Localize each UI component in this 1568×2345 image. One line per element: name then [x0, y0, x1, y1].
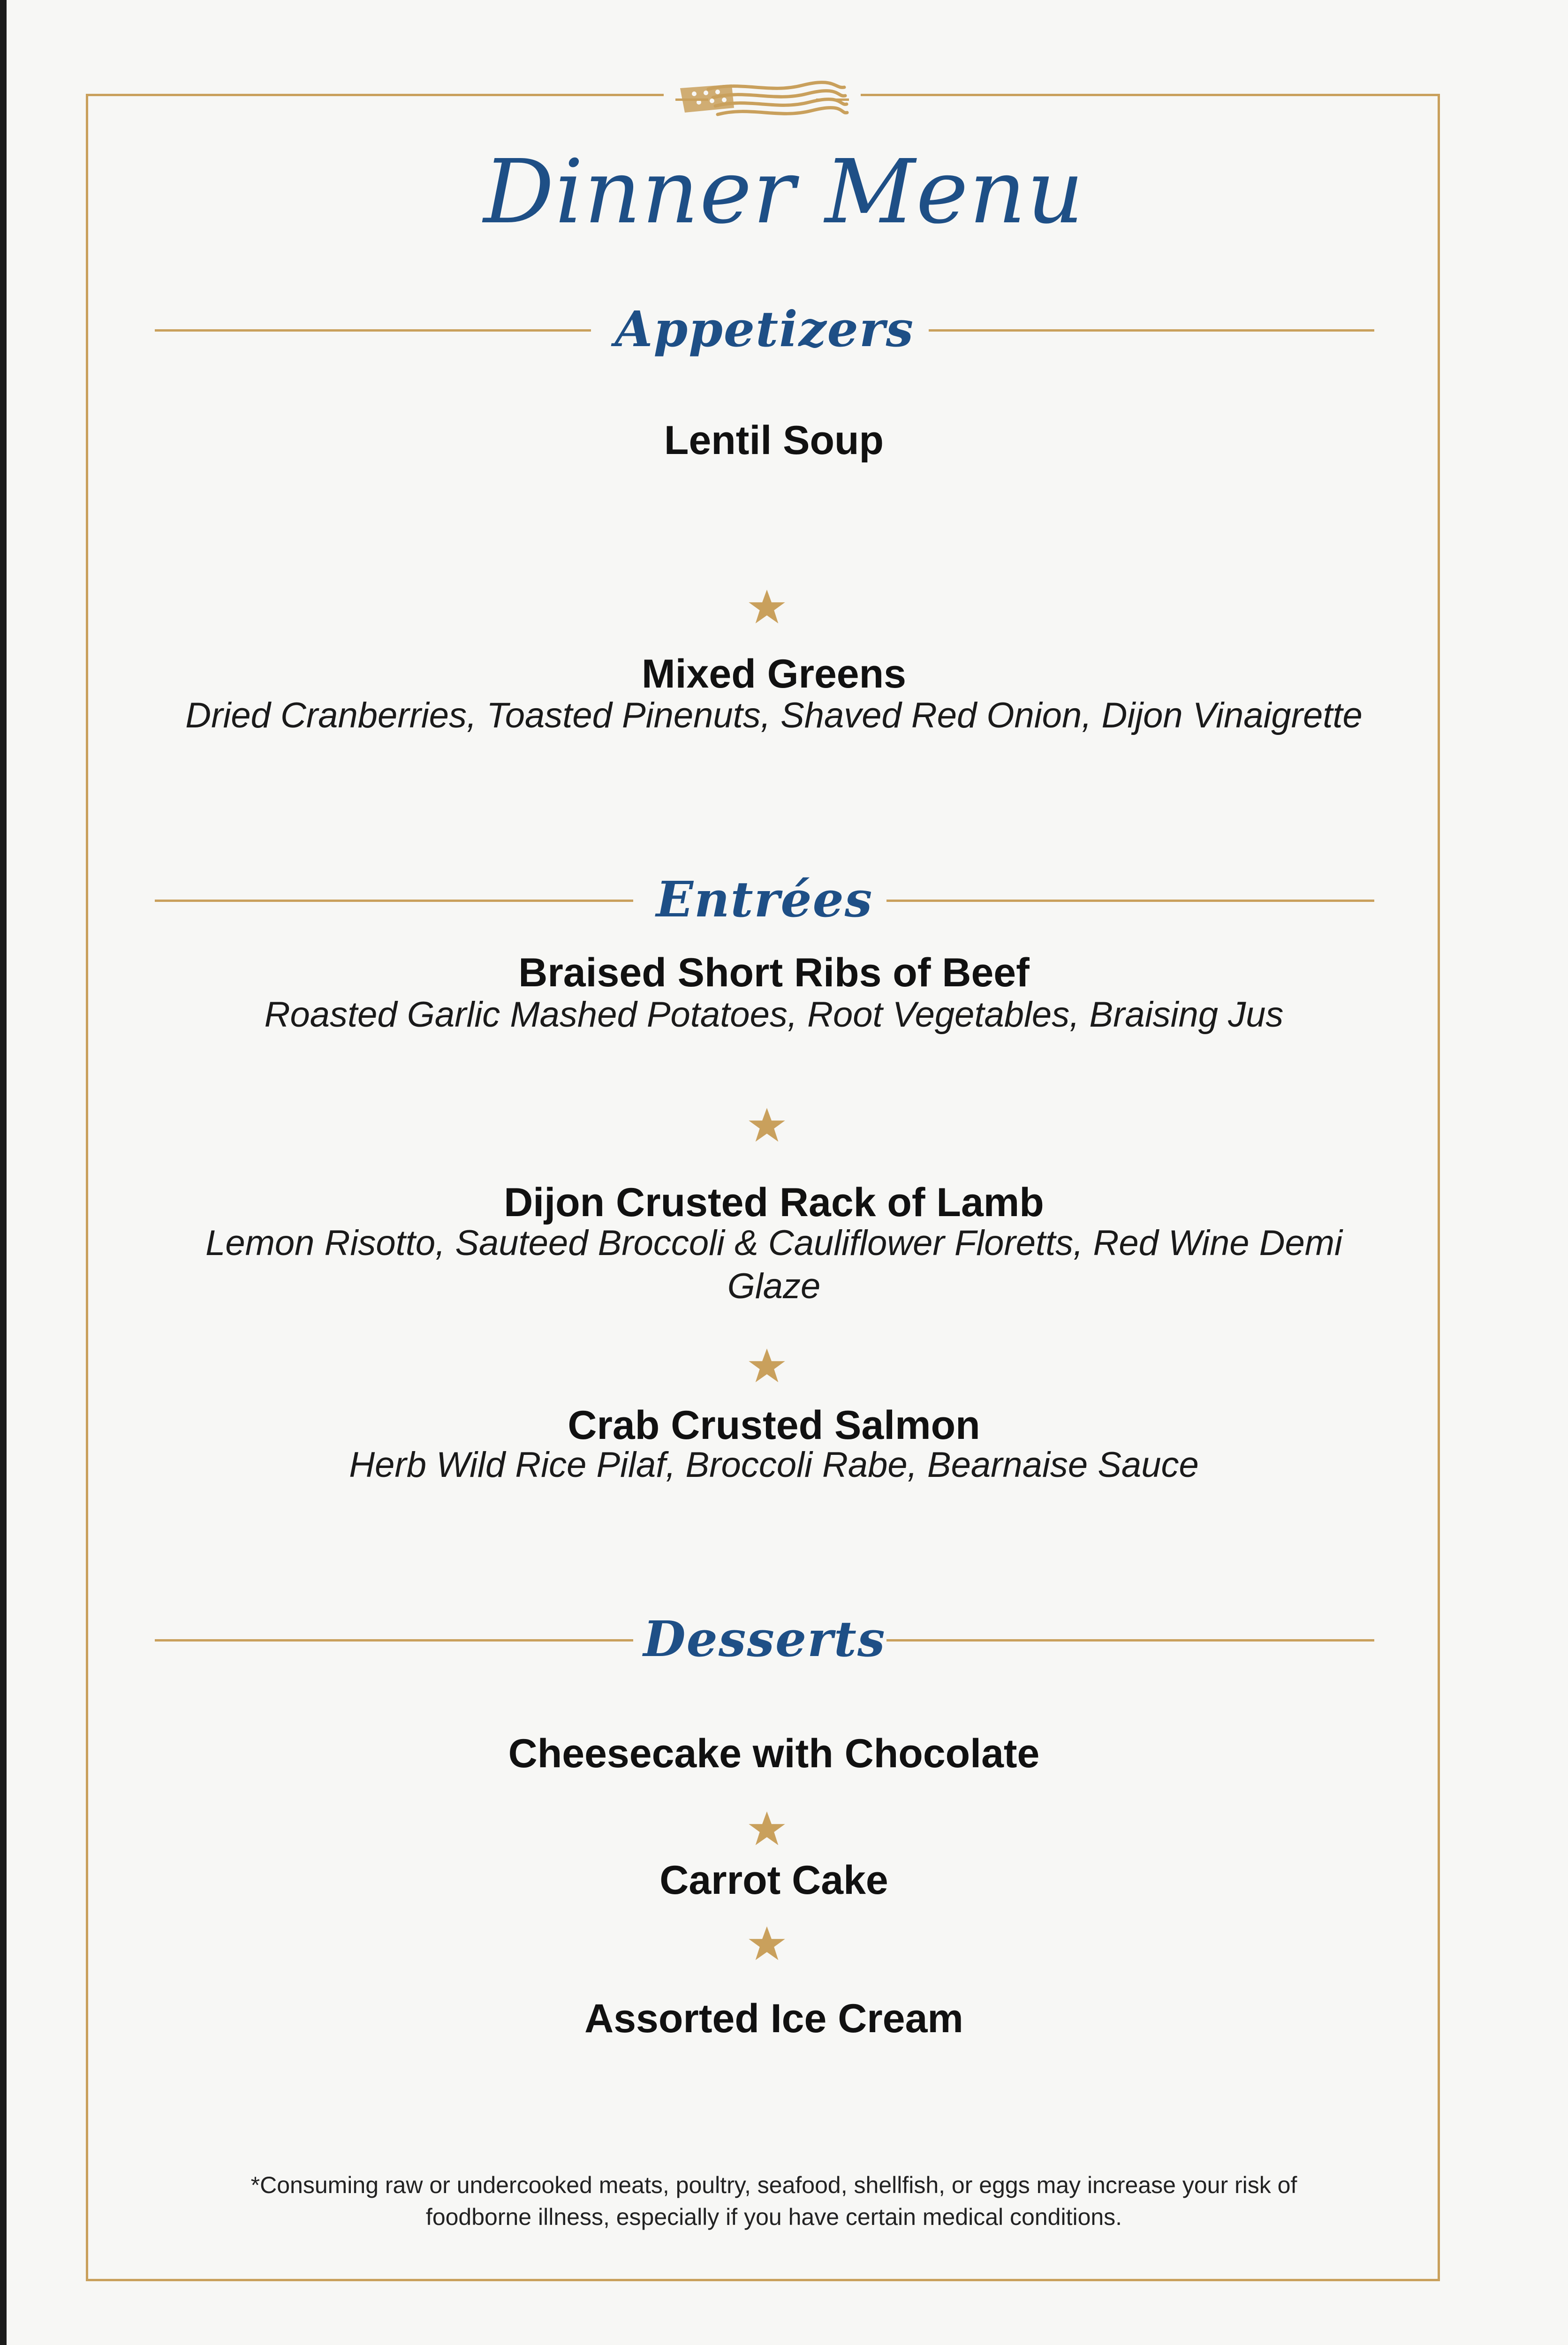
menu-title: Dinner Menu	[483, 141, 1085, 243]
section-heading-desserts	[155, 1606, 1374, 1672]
section-title: Desserts	[643, 1610, 886, 1668]
section-title: Appetizers	[614, 300, 915, 358]
menu-item-description: Dried Cranberries, Toasted Pinenuts, Shaved Red Onion, Dijon Vinaigrette	[185, 696, 1363, 735]
star-icon	[746, 1923, 788, 1965]
menu-item-carrot-cake: Carrot Cake	[659, 1858, 888, 1903]
menu-item-description: Roasted Garlic Mashed Potatoes, Root Vegetables, Braising Jus	[264, 995, 1284, 1035]
star-icon	[746, 1808, 788, 1850]
food-safety-footnote: *Consuming raw or undercooked meats, poultry, seafood, shellfish, or eggs may increase your risk of foodborne illness, especially if you have certain medical conditions.	[250, 2172, 1297, 2230]
menu-item-rack-of-lamb: Dijon Crusted Rack of Lamb	[504, 1180, 1044, 1225]
menu-item-short-ribs: Braised Short Ribs of Beef	[518, 950, 1030, 995]
menu-item-cheesecake: Cheesecake with Chocolate	[508, 1731, 1040, 1776]
flag-icon	[675, 75, 849, 127]
menu-item-description: Lemon Risotto, Sauteed Broccoli & Cauliflower Floretts, Red Wine Demi Glaze	[205, 1223, 1342, 1306]
menu-item-mixed-greens: Mixed Greens	[642, 651, 906, 696]
menu-item-lentil-soup: Lentil Soup	[664, 418, 884, 463]
menu-item-ice-cream: Assorted Ice Cream	[584, 1996, 963, 2041]
scan-edge	[0, 0, 7, 2345]
star-icon	[746, 1104, 788, 1147]
section-heading-appetizers	[155, 296, 1374, 362]
menu-item-salmon: Crab Crusted Salmon	[568, 1403, 980, 1448]
section-title: Entrées	[656, 870, 873, 928]
star-icon	[746, 1345, 788, 1387]
menu-item-description: Herb Wild Rice Pilaf, Broccoli Rabe, Bearnaise Sauce	[349, 1445, 1199, 1485]
section-heading-entrees	[155, 867, 1374, 932]
star-icon	[746, 586, 788, 628]
